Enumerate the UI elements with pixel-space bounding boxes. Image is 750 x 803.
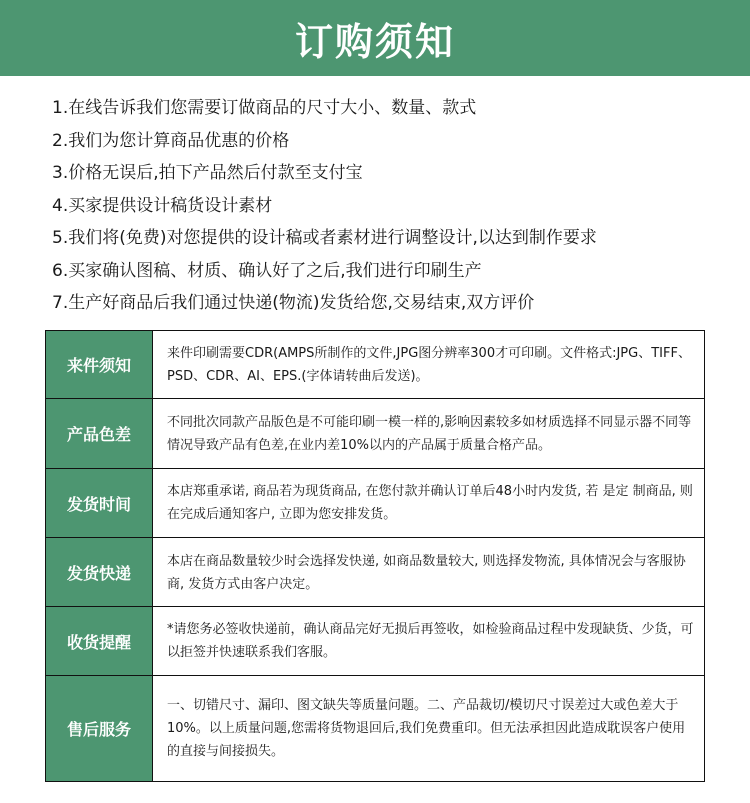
row-content: 一、切错尺寸、漏印、图文缺失等质量问题。二、产品裁切/模切尺寸误差过大或色差大于10%。以上质量问题,您需将货物退回后,我们免费重印。但无法承担因此造成耽误客户使用的直接与间接损失。 <box>153 676 705 782</box>
row-label: 来件须知 <box>46 331 153 399</box>
notice-table <box>45 330 705 782</box>
table-row <box>46 399 705 469</box>
row-label: 产品色差 <box>46 399 153 469</box>
row-label: 发货时间 <box>46 469 153 538</box>
step-item: 5.我们将(免费)对您提供的设计稿或者素材进行调整设计,以达到制作要求 <box>52 228 597 248</box>
row-label: 售后服务 <box>46 676 153 782</box>
step-item: 1.在线告诉我们您需要订做商品的尺寸大小、数量、款式 <box>52 98 477 118</box>
row-content: 本店在商品数量较少时会选择发快递, 如商品数量较大, 则选择发物流, 具体情况会与客服协商, 发货方式由客户决定。 <box>153 538 705 607</box>
table-row <box>46 469 705 538</box>
step-item: 4.买家提供设计稿货设计素材 <box>52 195 273 216</box>
row-content: 不同批次同款产品版色是不可能印刷一模一样的,影响因素较多如材质选择不同显示器不同等情况导致产品有色差,在业内差10%以内的产品属于质量合格产品。 <box>153 399 705 469</box>
step-item: 3.价格无误后,拍下产品然后付款至支付宝 <box>52 163 363 183</box>
row-label: 发货快递 <box>46 538 153 607</box>
header-banner <box>0 0 750 76</box>
row-content: 来件印刷需要CDR(AMPS所制作的文件,JPG图分辨率300才可印刷。文件格式:JPG、TIFF、PSD、CDR、AI、EPS.(字体请转曲后发送)。 <box>153 331 705 399</box>
table-row <box>46 331 705 399</box>
page-title: 订购须知 <box>294 19 455 64</box>
table-row <box>46 607 705 676</box>
table-row <box>46 676 705 782</box>
order-steps-list <box>52 92 732 320</box>
row-label: 收货提醒 <box>46 607 153 676</box>
step-item: 6.买家确认图稿、材质、确认好了之后,我们进行印刷生产 <box>52 260 482 281</box>
step-item: 2.我们为您计算商品优惠的价格 <box>52 130 290 151</box>
table-row <box>46 538 705 607</box>
step-item: 7.生产好商品后我们通过快递(物流)发货给您,交易结束,双方评价 <box>52 293 535 313</box>
row-content: *请您务必签收快递前，确认商品完好无损后再签收，如检验商品过程中发现缺货、少货，可以拒签并快速联系我们客服。 <box>153 607 705 676</box>
row-content: 本店郑重承诺, 商品若为现货商品, 在您付款并确认订单后48小时内发货, 若 是定 制商品, 则在完成后通知客户, 立即为您安排发货。 <box>153 469 705 538</box>
